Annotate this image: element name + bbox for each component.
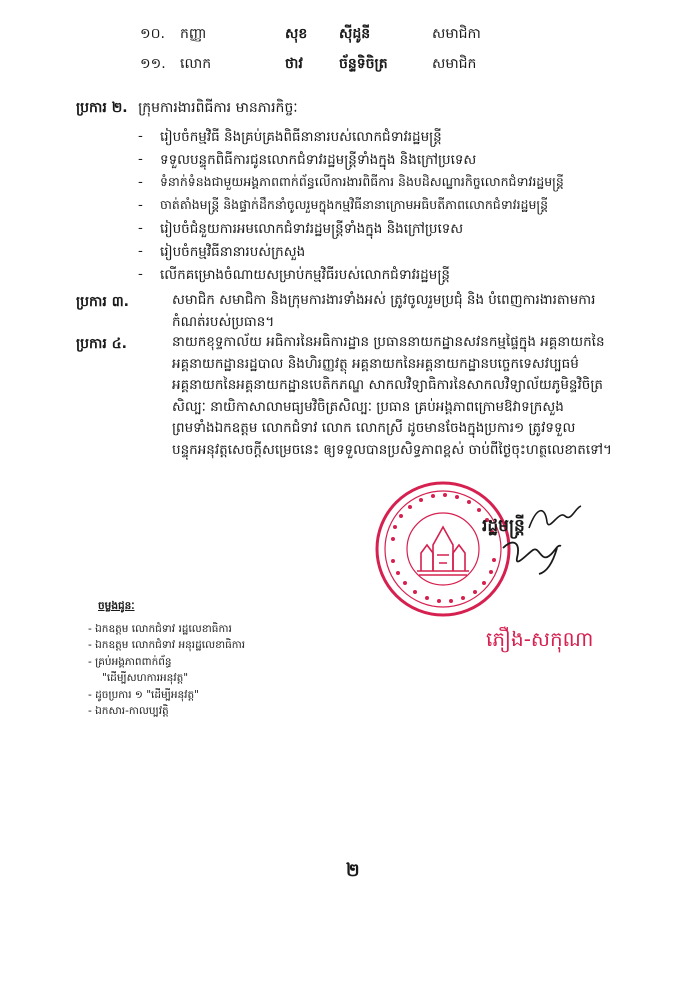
- duty-text: លើកគម្រោងចំណាយសម្រាប់កម្មវិធីរបស់លោកជំទាវរដ្ឋមន្ត្រី: [160, 267, 450, 283]
- recipient-item: - ឯកឧត្តម លោកជំទាវ អនុរដ្ឋលេខាធិការ: [88, 639, 246, 651]
- article-2-title: ក្រុមការងារពិធីការ មានភារកិច្ចៈ: [138, 100, 298, 116]
- duty-text: រៀបចំកម្មវិធី និងគ្រប់គ្រងពិធីនានារបស់លោកជំទាវរដ្ឋមន្ត្រី: [160, 129, 442, 145]
- member-title: កញ្ញា: [180, 26, 207, 42]
- member-surname: ថាវ: [285, 56, 303, 72]
- article-4-line: អគ្គនាយកនៃអគ្គនាយកដ្ឋានបេតិកភណ្ឌ សាកលវិទ្យាធិការនៃសាកលវិទ្យាល័យភូមិន្ទវិចិត្រ: [172, 377, 603, 393]
- article-3-line: សមាជិក សមាជិកា និងក្រុមការងារទាំងអស់ ត្រូវចូលរួមប្រជុំ និង បំពេញការងារតាមការ: [172, 292, 596, 308]
- page-number: ២: [346, 860, 360, 881]
- article-4-line: នាយកខុទ្ទកាល័យ អធិការនៃអធិការដ្ឋាន ប្រធាននាយកដ្ឋានសវនកម្មផ្ទៃក្នុង អគ្គនាយកនៃ: [172, 334, 605, 350]
- recipients-title: ចម្លងជូនៈ: [98, 600, 135, 612]
- member-role: សមាជិក: [432, 56, 477, 72]
- official-seal: [373, 479, 513, 619]
- article-4-label: ប្រការ ៤.: [76, 336, 127, 352]
- member-surname: សុខ: [285, 26, 308, 42]
- document-page: ១០. កញ្ញា សុខ ស៊ីដូនី សមាជិកា ១១. លោក ថាវ ច័ន្ទទិចិត្រ សមាជិក ប្រការ ២. ក្រុមការងារពិធីការ មានភារកិច្ចៈ - រៀបចំកម្មវិធី និងគ្រប់គ្រងពិធីនានារបស់លោកជំទាវរដ្ឋមន្ត្រី - ទទួលបន្ទុកពិធីការជូនលោកជំទាវរដ្ឋមន្ត្រីទាំងក្នុង និងក្រៅប្រទេស - ទំនាក់ទំនងជាមួយអង្គភាពពាក់ព័ន្ធលើការងារពិធីការ និងបដិសណ្ឋារកិច្ចលោកជំទាវរដ្ឋមន្ត្រី - ចាត់តាំងមន្ត្រី និងផ្ទាក់ដឹកនាំចូលរួមក្នុងកម្មវិធីនានាក្រោមអធិបតីភាពលោកជំទាវរដ្ឋមន្ត្រី - រៀបចំជំនួយការអមលោកជំទាវរដ្ឋមន្ត្រីទាំងក្នុង និងក្រៅប្រទេស - រៀបចំកម្មវិធីនានារបស់ក្រសួង - លើកគម្រោងចំណាយសម្រាប់កម្មវិធីរបស់លោកជំទាវរដ្ឋមន្ត្រី ប្រការ ៣. សមាជិក សមាជិកា និងក្រុមការងារទាំងអស់ ត្រូវចូលរួមប្រជុំ និង បំពេញការងារតាមការ កំណត់របស់ប្រធាន។ ប្រការ ៤. នាយកខុទ្ទកាល័យ អធិការនៃអធិការដ្ឋាន ប្រធាននាយកដ្ឋានសវនកម្មផ្ទៃក្នុង អគ្គនាយកនៃ អគ្គនាយកដ្ឋានរដ្ឋបាល និងហិរញ្ញវត្ថុ អគ្គនាយកនៃអគ្គនាយកដ្ឋានបច្ចេកទេសវប្បធម៌ អគ្គនាយកនៃអគ្គនាយកដ្ឋានបេតិកភណ្ឌ សាកលវិទ្យាធិការនៃសាកលវិទ្យាល័យភូមិន្ទវិចិត្រ សិល្បៈ នាយិកាសាលាមធ្យមវិចិត្រសិល្បៈ ប្រធាន គ្រប់អង្គភាពក្រោមឱវាទក្រសួង ព្រមទាំងឯកឧត្តម លោកជំទាវ លោក លោកស្រី ដូចមានចែងក្នុងប្រការ១ ត្រូវទទួល បន្ទុកអនុវត្តសេចក្តីសម្រេចនេះ ឲ្យទទួលបានប្រសិទ្ធភាពខ្ពស់ ចាប់ពីថ្ងៃចុះហត្ថលេខាតទៅ។ រដ្ឋមន្ត្រី ភឿង-សកុណា ចម្លងជូនៈ - ឯកឧត្តម លោកជំទាវ រដ្ឋលេខាធិការ - ឯកឧត្តម លោកជំទាវ អនុរដ្ឋលេខាធិការ - គ្រប់អង្គភាពពាក់ព័ន្ធ "ដើម្បីសហការអនុវត្ត" - ដូចប្រការ ១ "ដើម្បីអនុវត្ត" - ឯកសារ-កាលប្បវត្តិ ២: [0, 0, 700, 998]
- seal-outer-ring: [377, 483, 509, 615]
- recipient-item: - គ្រប់អង្គភាពពាក់ព័ន្ធ: [88, 655, 172, 668]
- duty-text: ចាត់តាំងមន្ត្រី និងផ្ទាក់ដឹកនាំចូលរួមក្នុងកម្មវិធីនានាក្រោមអធិបតីភាពលោកជំទាវរដ្ឋមន្ត្រី: [160, 197, 549, 212]
- member-given-name: ស៊ីដូនី: [339, 26, 371, 42]
- duty-text: ទំនាក់ទំនងជាមួយអង្គភាពពាក់ព័ន្ធលើការងារពិធីការ និងបដិសណ្ឋារកិច្ចលោកជំទាវរដ្ឋមន្ត្រី: [160, 174, 564, 189]
- recipient-item: - ដូចប្រការ ១ "ដើម្បីអនុវត្ត": [88, 688, 199, 701]
- member-role: សមាជិកា: [432, 26, 481, 42]
- duty-text: ទទួលបន្ទុកពិធីការជូនលោកជំទាវរដ្ឋមន្ត្រីទាំងក្នុង និងក្រៅប្រទេស: [160, 152, 477, 168]
- article-3-label: ប្រការ ៣.: [76, 294, 129, 310]
- handwritten-signature: [497, 528, 567, 578]
- recipient-item: - ឯកសារ-កាលប្បវត្តិ: [88, 705, 169, 717]
- article-2-label: ប្រការ ២.: [76, 100, 128, 116]
- article-4-line: អគ្គនាយកដ្ឋានរដ្ឋបាល និងហិរញ្ញវត្ថុ អគ្គនាយកនៃអគ្គនាយកដ្ឋានបច្ចេកទេសវប្បធម៌: [172, 355, 579, 372]
- member-row: [0, 24, 700, 44]
- duty-text: រៀបចំកម្មវិធីនានារបស់ក្រសួង: [160, 244, 306, 260]
- article-4-line: បន្ទុកអនុវត្តសេចក្តីសម្រេចនេះ ឲ្យទទួលបានប្រសិទ្ធភាពខ្ពស់ ចាប់ពីថ្ងៃចុះហត្ថលេខាតទៅ។: [172, 441, 612, 458]
- article-4-line: សិល្បៈ នាយិកាសាលាមធ្យមវិចិត្រសិល្បៈ ប្រធាន គ្រប់អង្គភាពក្រោមឱវាទក្រសួង: [172, 398, 564, 415]
- article-2-heading: [76, 98, 298, 119]
- seal-temple-emblem: [417, 527, 469, 575]
- article-4-body: [172, 332, 672, 461]
- recipient-item: - ឯកឧត្តម លោកជំទាវ រដ្ឋលេខាធិការ: [88, 622, 232, 635]
- seal-inner-ring: [385, 491, 501, 607]
- article-3-line: កំណត់របស់ប្រធាន។: [172, 313, 275, 330]
- copy-recipients: [88, 598, 245, 720]
- article-4-line: ព្រមទាំងឯកឧត្តម លោកជំទាវ លោក លោកស្រី ដូចមានចែងក្នុងប្រការ១ ត្រូវទទួល: [172, 420, 576, 436]
- member-row: [0, 54, 700, 74]
- member-title: លោក: [180, 56, 212, 72]
- signatory-title: រដ្ឋមន្ត្រី: [482, 516, 525, 536]
- member-number: ១១.: [140, 56, 166, 72]
- article-3-body: [172, 290, 662, 333]
- recipient-item: "ដើម្បីសហការអនុវត្ត": [102, 672, 189, 684]
- member-given-name: ច័ន្ទទិចិត្រ: [339, 56, 388, 72]
- duty-text: រៀបចំជំនួយការអមលោកជំទាវរដ្ឋមន្ត្រីទាំងក្នុង និងក្រៅប្រទេស: [160, 221, 464, 237]
- member-number: ១០.: [140, 26, 165, 42]
- signatory-name: ភឿង-សកុណា: [486, 627, 594, 651]
